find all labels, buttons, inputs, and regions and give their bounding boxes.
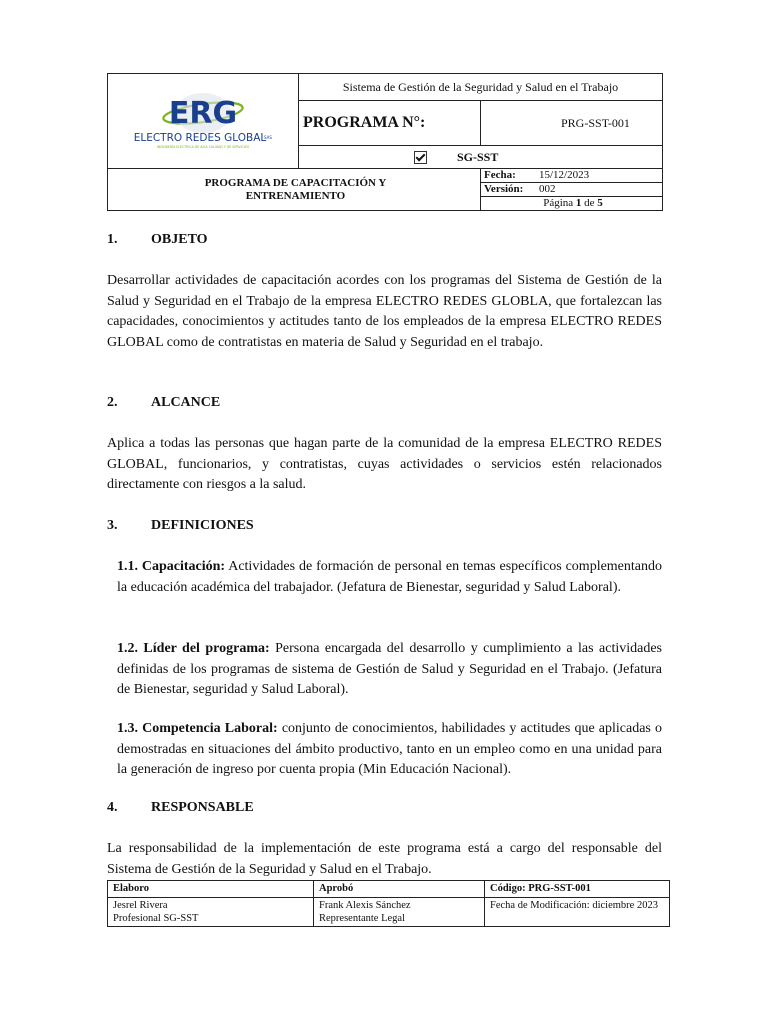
approval-footer-table [107,880,670,927]
logo-company-name: ELECTRO REDES GLOBAL [133,131,267,144]
page-of: de [584,197,595,209]
aprobo-label: Aprobó [314,881,485,898]
page-prefix: Página [543,197,574,209]
codigo-label: Código: PRG-SST-001 [485,881,670,898]
definition-competencia [117,719,662,781]
sg-sst-label: SG-SST [457,149,499,164]
programa-code: PRG-SST-001 [481,101,663,146]
document-title-line-2: ENTRENAMIENTO [245,189,346,202]
section-title: OBJETO [151,232,208,247]
elaboro-role: Profesional SG-SST [113,913,199,924]
section-title: RESPONSABLE [151,800,254,815]
logo-suffix: SAS [264,134,272,140]
definition-term: 1.3. Competencia Laboral: [117,721,278,736]
modification-date: Fecha de Modificación: diciembre 2023 [485,898,670,927]
company-logo-cell [108,74,299,169]
section-number: 3. [107,518,118,533]
elaboro-cell [108,898,314,927]
document-title [108,169,481,211]
version-value: 002 [539,183,556,195]
section-heading-alcance [107,395,220,411]
system-name: Sistema de Gestión de la Seguridad y Salud en el Trabajo [299,74,663,101]
sg-sst-row [299,146,663,169]
fecha-value: 15/12/2023 [539,169,590,181]
aprobo-role: Representante Legal [319,913,405,924]
checkbox-checked-icon [414,151,427,164]
section-title: DEFINICIONES [151,518,254,533]
logo-tagline: INGENIERÍA ELÉCTRICA DE ALTA CALIDAD Y DE SERVICIOS [156,144,250,149]
elaboro-name: Jesrel Rivera [113,900,168,911]
company-logo [128,79,278,159]
section-number: 4. [107,800,118,815]
alcance-paragraph: Aplica a todas las personas que hagan parte de la comunidad de la empresa ELECTRO REDES GLOBAL, funcionarios, y contratistas, cuyas actividades o servicios estén relacionados directamente con riesgos a la salud. [107,436,662,493]
definition-term: 1.1. Capacitación: [117,559,226,574]
section-number: 2. [107,395,118,410]
document-title-line-1: PROGRAMA DE CAPACITACIÓN Y [204,176,387,189]
aprobo-name: Frank Alexis Sánchez [319,900,411,911]
elaboro-label: Elaboro [108,881,314,898]
section-heading-objeto [107,232,208,248]
objeto-paragraph: Desarrollar actividades de capacitación acordes con los programas del Sistema de Gestión de la Salud y Seguridad en el Trabajo de la empresa ELECTRO REDES GLOBLA, que fortalezcan las capacidades, conocimientos y actitudes tanto de los empleados de la empresa ELECTRO REDES GLOBAL como de contratistas en materia de Salud y Seguridad en el trabajo. [107,273,662,350]
logo-letters: ERG [168,95,238,131]
section-title: ALCANCE [151,395,221,410]
fecha-row [481,169,663,183]
version-row [481,183,663,197]
definition-text: conjunto de conocimientos, habilidades y actitudes que aplicadas o demostradas en situaciones del ámbito productivo, tanto en un empleo como en una unidad para la generación de ingreso por cuenta propia (Min Educación Nacional). [117,721,662,778]
page-current: 1 [575,197,582,209]
section-heading-responsable [107,800,254,816]
responsable-paragraph: La responsabilidad de la implementación de este programa está a cargo del responsable del Sistema de Gestión de la Seguridad y Salud en el Trabajo. [107,841,662,877]
definition-text: Persona encargada del desarrollo y cumplimiento a las actividades definidas de los programas de sistema de Gestión de Salud y Seguridad en el Trabajo. (Jefatura de Bienestar, seguridad y Salud Laboral). [117,641,662,698]
definition-lider [117,639,662,701]
page-number [481,197,663,211]
aprobo-cell [314,898,485,927]
version-label: Versión: [484,183,524,195]
programa-label: PROGRAMA N°: [299,101,481,146]
section-number: 1. [107,232,118,247]
definition-capacitacion [117,557,662,598]
definition-term: 1.2. Líder del programa: [117,641,270,656]
section-heading-definiciones [107,518,254,534]
fecha-label: Fecha: [484,169,516,181]
document-header-table [107,73,663,211]
definition-text: Actividades de formación de personal en temas específicos complementando la educación académica del trabajador. (Jefatura de Bienestar, seguridad y Salud Laboral). [117,559,663,595]
page-total: 5 [597,197,603,209]
